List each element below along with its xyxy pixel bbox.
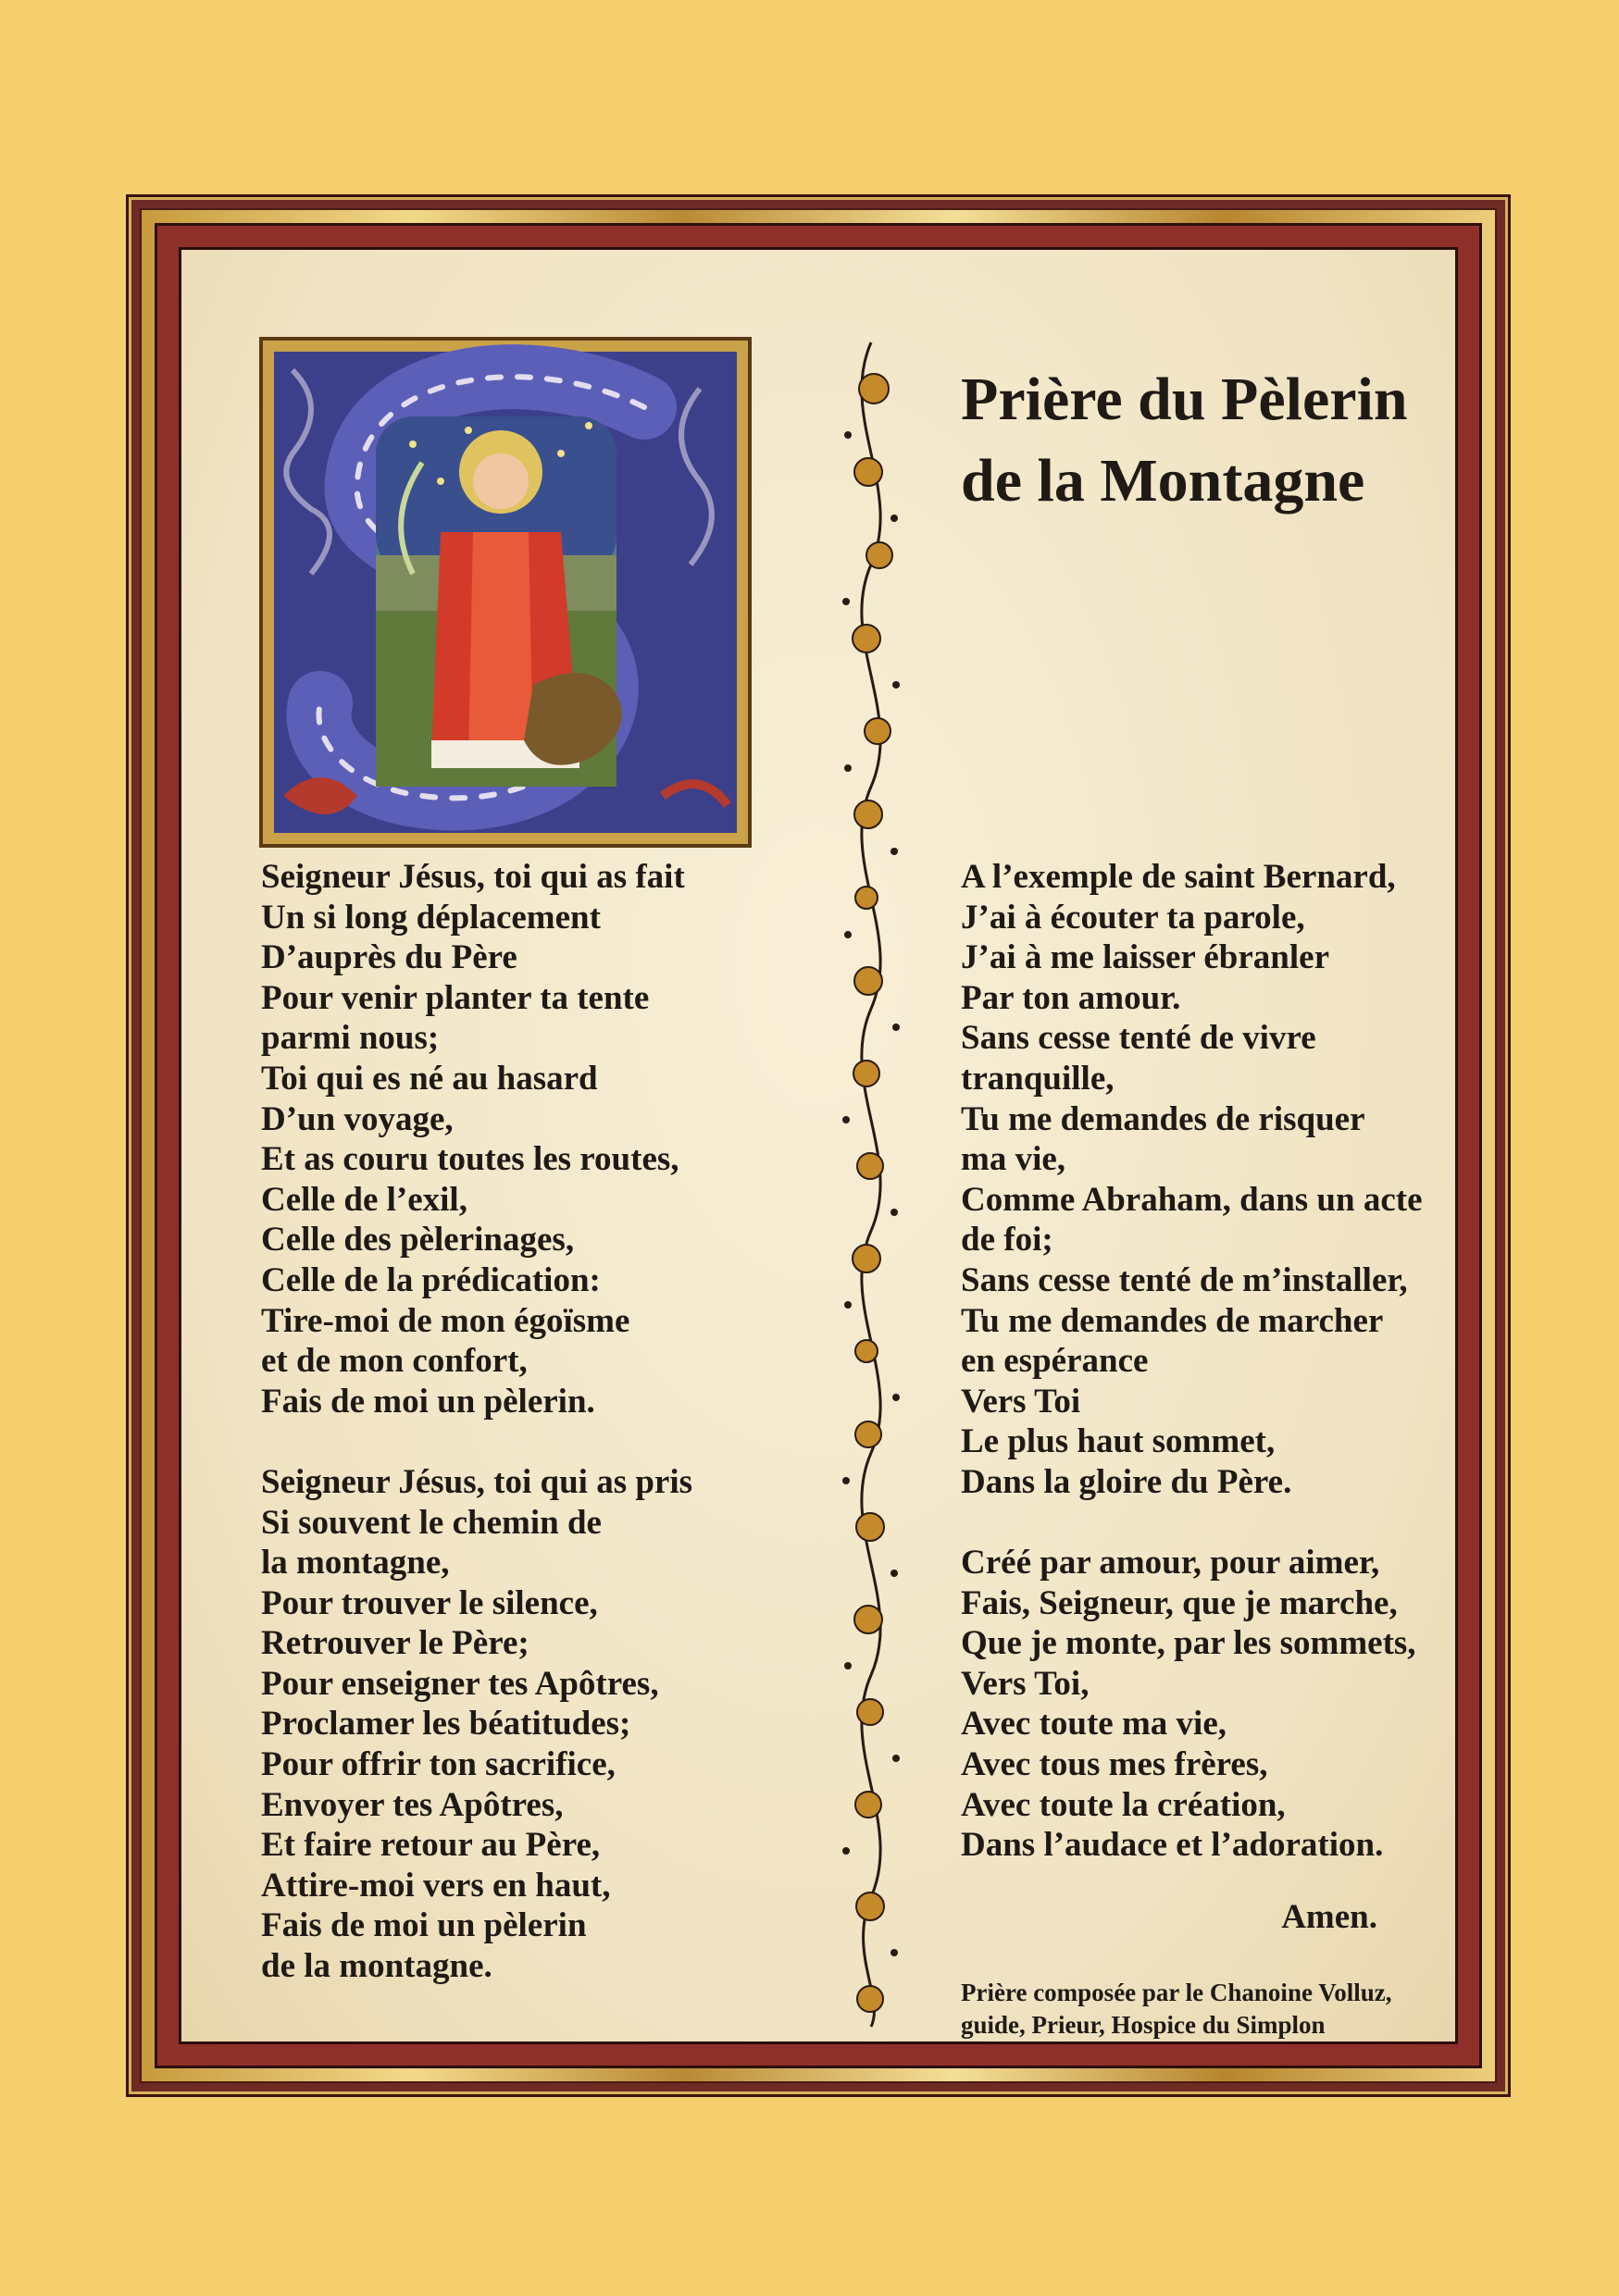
- poem-line: Comme Abraham, dans un acte: [961, 1180, 1423, 1219]
- poem-line: Envoyer tes Apôtres,: [261, 1785, 564, 1824]
- left-poem-column: [261, 857, 779, 1987]
- poem-line: parmi nous;: [261, 1019, 440, 1058]
- poem-line: en espérance: [961, 1342, 1149, 1381]
- poem-line: Un si long déplacement: [261, 898, 601, 937]
- poem-line: J’ai à écouter ta parole,: [961, 898, 1305, 937]
- poem-line: Proclamer les béatitudes;: [261, 1705, 631, 1744]
- poem-line: Celle des pèlerinages,: [261, 1221, 575, 1260]
- poem-line: Vers Toi: [961, 1382, 1081, 1421]
- poem-line: Le plus haut sommet,: [961, 1422, 1276, 1461]
- poem-line: J’ai à me laisser ébranler: [961, 938, 1330, 977]
- poem-line: Fais de moi un pèlerin.: [261, 1382, 595, 1421]
- prayer-card: [126, 194, 1511, 2097]
- poem-line: Que je monte, par les sommets,: [961, 1624, 1416, 1663]
- poem-line: Par ton amour.: [961, 978, 1181, 1017]
- poem-line: Tu me demandes de risquer: [961, 1099, 1365, 1138]
- poem-line: D’un voyage,: [261, 1099, 454, 1138]
- poem-line: Pour venir planter ta tente: [261, 978, 650, 1017]
- poem-line: [961, 1503, 1516, 1544]
- poem-line: Dans la gloire du Père.: [961, 1462, 1292, 1501]
- floral-vine-border-icon: [829, 333, 913, 2036]
- poem-line: Pour trouver le silence,: [261, 1583, 598, 1622]
- poem-line: Retrouver le Père;: [261, 1624, 529, 1663]
- poem-line: de foi;: [961, 1221, 1053, 1260]
- poem-line: ma vie,: [961, 1140, 1066, 1179]
- poem-line: Attire-moi vers en haut,: [261, 1866, 611, 1905]
- poem-line: tranquille,: [961, 1059, 1115, 1098]
- poem-line: Créé par amour, pour aimer,: [961, 1544, 1380, 1582]
- parchment-panel: [179, 247, 1458, 2044]
- poem-line: Seigneur Jésus, toi qui as fait: [261, 858, 685, 896]
- title-line-2: de la Montagne: [961, 447, 1365, 515]
- poem-line: Pour offrir ton sacrifice,: [261, 1745, 616, 1784]
- poem-line: A l’exemple de saint Bernard,: [961, 858, 1396, 896]
- poem-line: Avec toute ma vie,: [961, 1705, 1227, 1744]
- poem-line: Avec toute la création,: [961, 1785, 1286, 1824]
- poem-line: Vers Toi,: [961, 1664, 1090, 1703]
- author-credit: [961, 1977, 1391, 2042]
- poem-line: Sans cesse tenté de vivre: [961, 1019, 1316, 1058]
- poem-line: et de mon confort,: [261, 1342, 528, 1381]
- poem-line: Dans l’audace et l’adoration.: [961, 1826, 1384, 1865]
- poem-line: Si souvent le chemin de: [261, 1503, 602, 1542]
- credit-line-1: Prière composée par le Chanoine Volluz,: [961, 1979, 1392, 2006]
- poem-line: Pour enseigner tes Apôtres,: [261, 1664, 659, 1703]
- poem-line: Tu me demandes de marcher: [961, 1301, 1384, 1340]
- poem-line: Et faire retour au Père,: [261, 1826, 601, 1865]
- credit-line-2: guide, Prieur, Hospice du Simplon: [961, 2011, 1326, 2039]
- poem-line: la montagne,: [261, 1544, 450, 1582]
- amen-text: Amen.: [1281, 1898, 1377, 1936]
- poem-line: Et as couru toutes les routes,: [261, 1140, 679, 1179]
- poem-line: Celle de l’exil,: [261, 1180, 467, 1219]
- poem-line: D’auprès du Père: [261, 938, 517, 977]
- title-line-1: Prière du Pèlerin: [961, 366, 1408, 433]
- right-poem-column: [961, 857, 1516, 1866]
- poem-line: Celle de la prédication:: [261, 1260, 601, 1299]
- poem-line: Seigneur Jésus, toi qui as pris: [261, 1462, 693, 1501]
- poem-line: [261, 1421, 779, 1462]
- poem-line: Toi qui es né au hasard: [261, 1059, 598, 1098]
- poem-line: Tire-moi de mon égoïsme: [261, 1301, 630, 1340]
- poem-line: Avec tous mes frères,: [961, 1745, 1268, 1784]
- page-title: [961, 359, 1516, 522]
- poem-line: de la montagne.: [261, 1947, 492, 1986]
- poem-line: Sans cesse tenté de m’installer,: [961, 1260, 1408, 1299]
- illuminated-initial-s-icon: [255, 333, 755, 851]
- poem-line: Fais, Seigneur, que je marche,: [961, 1583, 1398, 1622]
- poem-line: Fais de moi un pèlerin: [261, 1906, 587, 1945]
